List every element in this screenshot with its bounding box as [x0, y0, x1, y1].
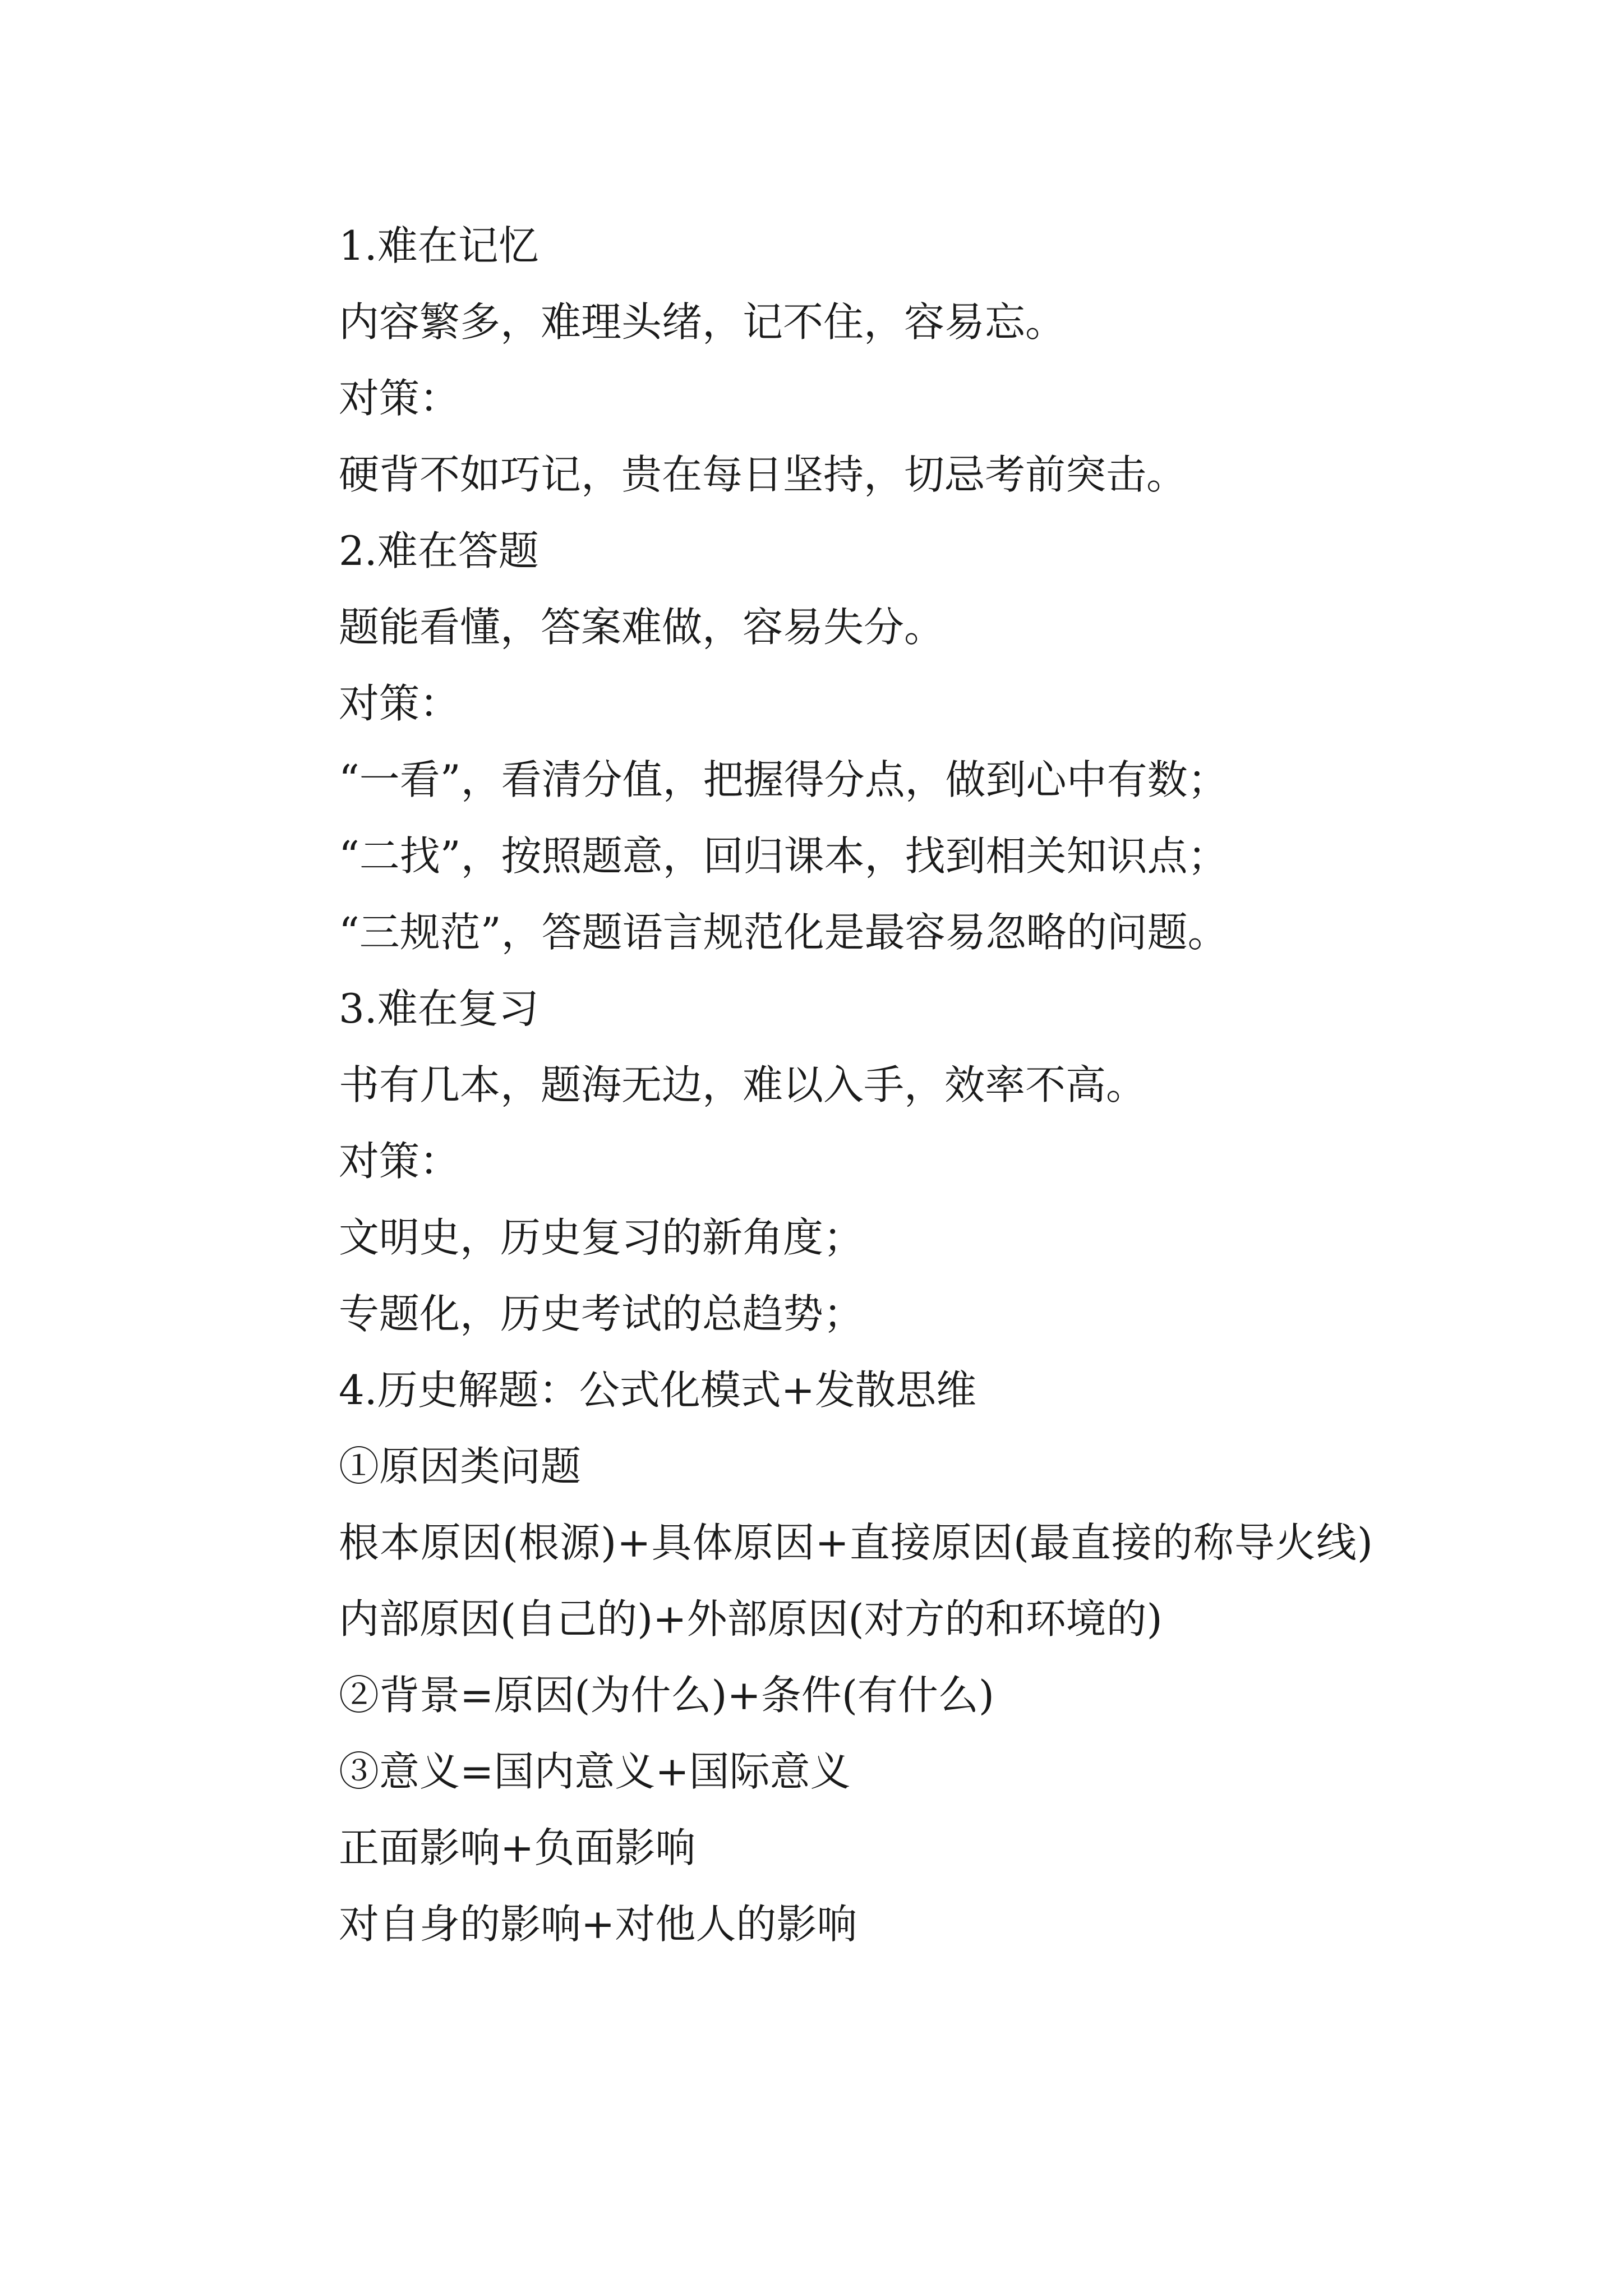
paragraph: 内部原因(自己的)+外部原因(对方的和环境的): [339, 1595, 1163, 1642]
list-item: ②背景=原因(为什么)+条件(有什么): [339, 1672, 995, 1719]
list-item: ①原因类问题: [339, 1443, 582, 1490]
strategy-label: 对策：: [339, 375, 460, 422]
heading-answering: 2.难在答题: [339, 527, 539, 574]
paragraph: 题能看懂，答案难做，容易失分。: [339, 604, 945, 651]
document-body: [251, 208, 1378, 1962]
paragraph: 书有几本，题海无边，难以入手，效率不高。: [339, 1061, 1147, 1108]
paragraph: 专题化，历史考试的总趋势；: [339, 1290, 864, 1337]
strategy-label: 对策：: [339, 680, 460, 727]
paragraph: 内容繁多，难理头绪，记不住，容易忘。: [339, 298, 1066, 346]
list-item: ③意义=国内意义+国际意义: [339, 1748, 851, 1795]
paragraph: 根本原因(根源)+具体原因+直接原因(最直接的称导火线): [339, 1519, 1374, 1566]
heading-problem-solving: 4.历史解题：公式化模式+发散思维: [339, 1366, 977, 1414]
paragraph: “三规范”，答题语言规范化是最容易忽略的问题。: [339, 909, 1228, 956]
paragraph: “二找”，按照题意，回归课本，找到相关知识点；: [339, 832, 1228, 880]
paragraph: “一看”，看清分值，把握得分点，做到心中有数；: [339, 756, 1228, 803]
paragraph: 正面影响+负面影响: [339, 1824, 696, 1871]
heading-memory: 1.难在记忆: [339, 222, 539, 269]
paragraph: 对自身的影响+对他人的影响: [339, 1901, 857, 1948]
paragraph: 文明史，历史复习的新角度；: [339, 1214, 864, 1261]
strategy-label: 对策：: [339, 1138, 460, 1185]
heading-review: 3.难在复习: [339, 985, 539, 1032]
paragraph: 硬背不如巧记，贵在每日坚持，切忌考前突击。: [339, 451, 1187, 498]
